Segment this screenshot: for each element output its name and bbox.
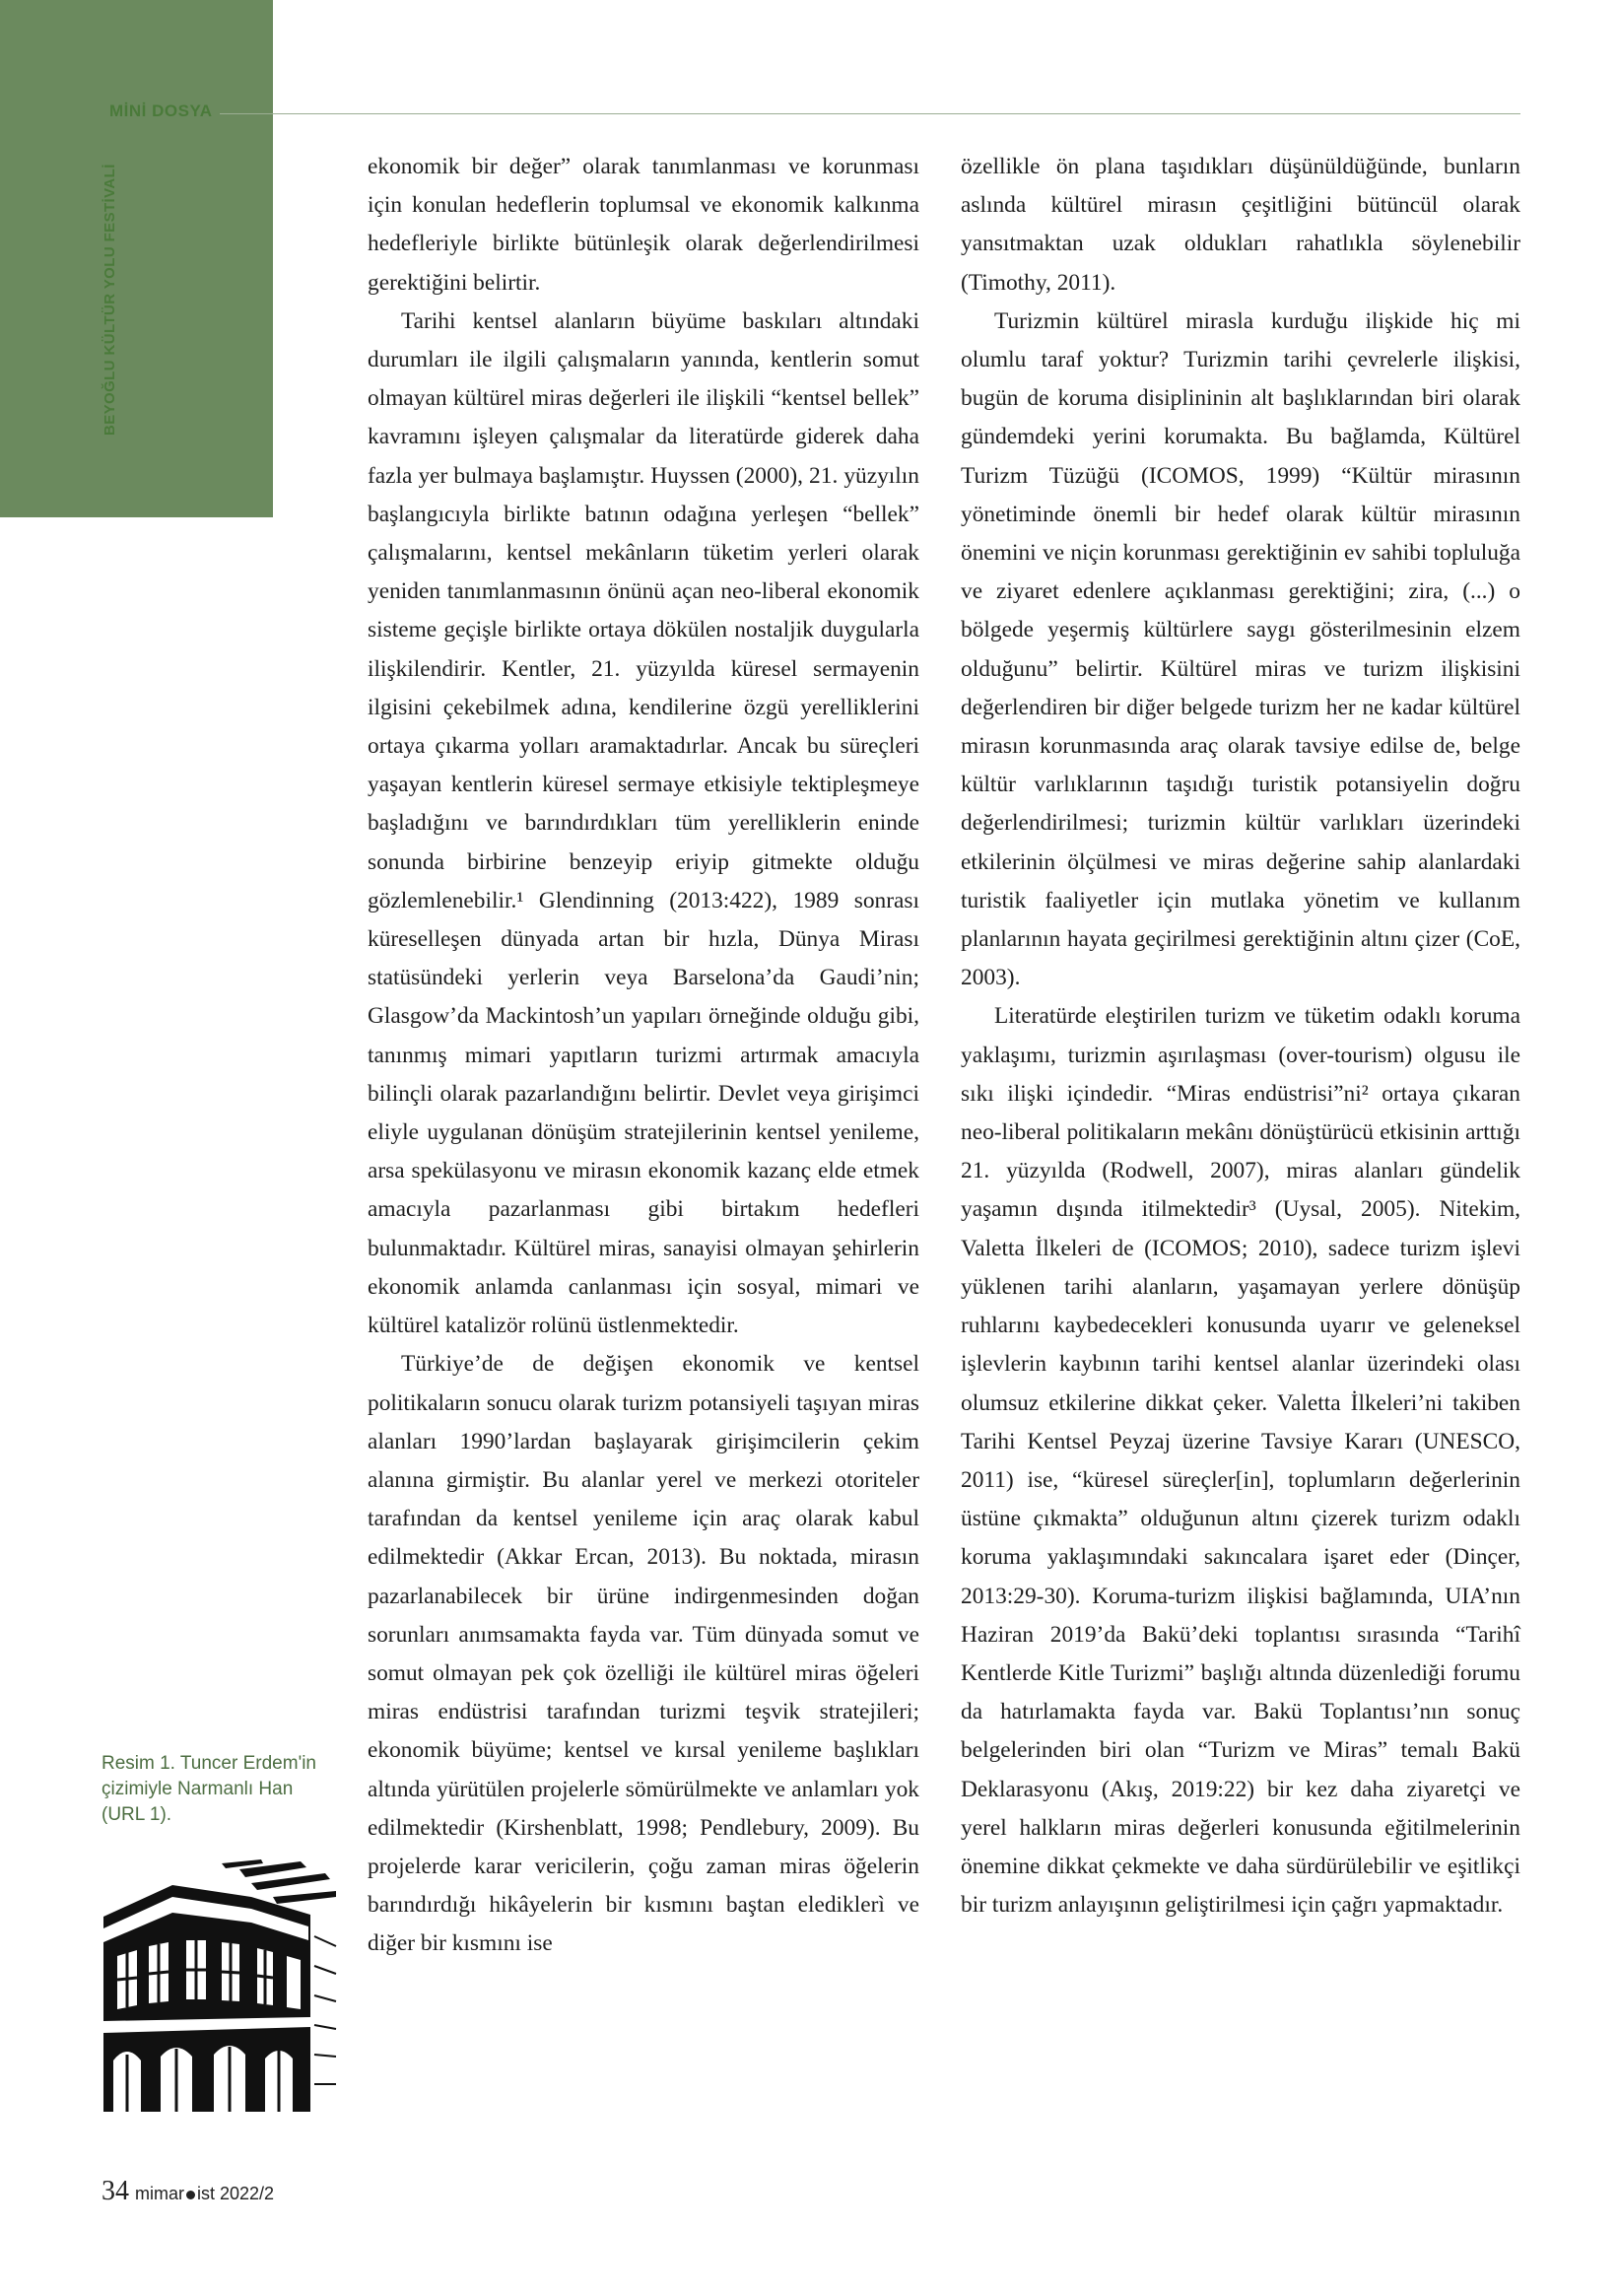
magazine-name-part: mimar xyxy=(135,2184,184,2203)
paragraph: ekonomik bir değer” olarak tanımlanması ve korunması için konulan hedeflerin toplumsal ve ekonomik kalkınma hedefleriyle birlikte bütünleşik olarak değerlendirilmesi gerektiğini belirtir. xyxy=(368,154,919,296)
section-label: MİNİ DOSYA xyxy=(109,101,213,120)
magazine-logo-dot-icon xyxy=(186,2191,195,2199)
paragraph: Türkiye’de de değişen ekonomik ve kentsel politikaların sonucu olarak turizm potansiyeli taşıyan miras alanları 1990’lardan başlayarak girişimcilerin çekim alanına girmiştir. Bu alanlar yerel ve merkezi otoriteler tarafından da kentsel yenileme için araç olarak kabul edilmektedir (Akkar Ercan, 2013). Bu noktada, mirasın pazarlanabilecek bir ürüne indirgenmesinden doğan sorunları anımsamakta fayda var. Tüm dünyada somut ve somut olmayan pek çok özelliği ile kültürel miras öğeleri miras endüstrisi tarafından turizmi teşvik stratejileri; ekonomik büyüme; kentsel ve kırsal yenileme başlıkları altında yürütülen projelerle sömürülmekte ve anlamları yok edilmektedir (Kirshenblatt, 1998; Pendlebury, 2009). Bu projelerde karar vericilerin, çoğu zaman miras öğelerin barındırdığı hikâyelerin bir kısmını baştan elediklerì ve diğer bir kısmını ise xyxy=(368,1351,919,1957)
text-column-left xyxy=(368,148,919,1964)
paragraph: Literatürde eleştirilen turizm ve tüketim odaklı koruma yaklaşımı, turizmin aşırılaşması (over-tourism) olgusu ile sıkı ilişki içindedir. “Miras endüstrisi”ni² ortaya çıkaran neo-liberal politikaların mekânı dönüştürücü etkisinin arttığı 21. yüzyılda (Rodwell, 2007), miras alanları gündelik yaşamın dışında itilmektedir³ (Uysal, 2005). Nitekim, Valetta İlkeleri de (ICOMOS; 2010), sadece turizm işlevi yüklenen tarihi alanların, yaşamayan yerlere dönüşüp ruhlarını kaybedecekleri konusunda uyarır ve geleneksel işlevlerin kaybının tarihi kentsel alanlar üzerindeki olası olumsuz etkilerine dikkat çeker. Valetta İlkeleri’ni takiben Tarihi Kentsel Peyzaj üzerine Tavsiye Kararı (UNESCO, 2011) ise, “küresel süreçler[in], toplumların değerlerinin üstüne çıkmakta” olduğunun altını çizerek turizm odaklı koruma yaklaşımındaki sakıncalara işaret eder (Dinçer, 2013:29-30). Koruma-turizm ilişkisi bağlamında, UIA’nın Haziran 2019’da Bakü’deki toplantısı sırasında “Tarihî Kentlerde Kitle Turizmi” başlığı altında düzenlediği forumu da hatırlamakta fayda var. Bakü Toplantısı’nın sonuç belgelerinden biri olan “Turizm ve Miras” temalı Bakü Deklarasyonu (Akış, 2019:22) bir kez daha ziyaretçi ve yerel halkların miras değerleri konusunda eğitilmelerinin önemine dikkat çekmekte ve daha sürdürülebilir ve eşitlikçi bir turizm anlayışının geliştirilmesi için çağrı yapmaktadır. xyxy=(961,1003,1520,1919)
figure-caption: Resim 1. Tuncer Erdem'in çizimiyle Narmanlı Han (URL 1). xyxy=(101,1753,316,1825)
magazine-name-part: ist xyxy=(197,2184,215,2203)
paragraph: özellikle ön plana taşıdıkları düşünüldüğünde, bunların aslında kültürel mirasın çeşitliğini bütüncül olarak yansıtmaktan uzak oldukları rahatlıkla söylenebilir (Timothy, 2011). xyxy=(961,154,1520,296)
vertical-running-title: BEYOĞLU KÜLTÜR YOLU FESTİVALİ xyxy=(101,164,118,436)
section-color-block xyxy=(0,0,273,517)
narmanli-han-illustration xyxy=(103,1857,338,2112)
issue-number: 2022/2 xyxy=(220,2184,275,2203)
text-column-right xyxy=(961,148,1520,1925)
page-footer xyxy=(101,2176,274,2207)
page-number: 34 xyxy=(101,2176,129,2206)
paragraph: Turizmin kültürel mirasla kurduğu ilişkide hiç mi olumlu taraf yoktur? Turizmin tarihi çevrelerle ilişkisi, bugün de koruma disiplininin alt başlıklarından biri olarak gündemdeki yerini korumakta. Bu bağlamda, Kültürel Turizm Tüzüğü (ICOMOS, 1999) “Kültür mirasının yönetiminde önemli bir hedef olarak kültür mirasının önemini ve niçin korunması gerektiğinin ev sahibi topluluğa ve ziyaret edenlere açıklanması gerektiğini; zira, (...) o bölgede yeşermiş kültürlere saygı gösterilmesinin elzem olduğunu” belirtir. Kültürel miras ve turizm ilişkisini değerlendiren bir diğer belgede turizm her ne kadar kültürel mirasın korunmasında araç olarak tavsiye edilse de, belge kültür varlıklarının taşıdığı turistik potansiyelin doğru değerlendirilmesi; turizmin kültür varlıkları üzerindeki etkilerinin ölçülmesi ve miras değerine sahip alanlardaki turistik faaliyetler için mutlaka yönetim ve kullanım planlarının hayata geçirilmesi gerektiğinin altını çizer (CoE, 2003). xyxy=(961,307,1520,991)
header-divider xyxy=(220,113,1520,114)
paragraph: Tarihi kentsel alanların büyüme baskıları altındaki durumları ile ilgili çalışmaların yanında, kentlerin somut olmayan kültürel miras değerleri ile ilişkili “kentsel bellek” kavramını işleyen çalışmalar da literatürde giderek daha fazla yer bulmaya başlamıştır. Huyssen (2000), 21. yüzyılın başlangıcıyla birlikte batının odağına yerleşen “bellek” çalışmalarını, kentsel mekânların tüketim yerleri olarak yeniden tanımlanmasının önünü açan neo-liberal ekonomik sisteme geçişle birlikte ortaya dökülen nostaljik duygularla ilişkilendirir. Kentler, 21. yüzyılda küresel sermayenin ilgisini çekebilmek adına, kendilerine özgü yerelliklerini ortaya çıkarma yolları aramaktadırlar. Ancak bu süreçleri yaşayan kentlerin küresel sermaye etkisiyle tektipleşmeye başladığını ve barındırdıkları tüm yerelliklerin eninde sonunda birbirine benzeyip eriyip gitmekte olduğu gözlemlenebilir.¹ Glendinning (2013:422), 1989 sonrası küreselleşen dünyada artan bir hızla, Dünya Mirası statüsündeki yerlerin veya Barselona’da Gaudi’nin; Glasgow’da Mackintosh’un yapıları örneğinde olduğu gibi, tanınmış mimari yapıtların turizmi artırmak amacıyla bilinçli olarak pazarlandığını belirtir. Devlet veya girişimci eliyle uygulanan dönüşüm stratejilerinin kentsel yenileme, arsa spekülasyonu ve mirasın ekonomik kazanç elde etmek amacıyla pazarlanması gibi birtakım hedefleri bulunmaktadır. Kültürel miras, sanayisi olmayan şehirlerin ekonomik anlamda canlanması için sosyal, mimari ve kültürel katalizör rolünü üstlenmektedir. xyxy=(368,307,919,1339)
